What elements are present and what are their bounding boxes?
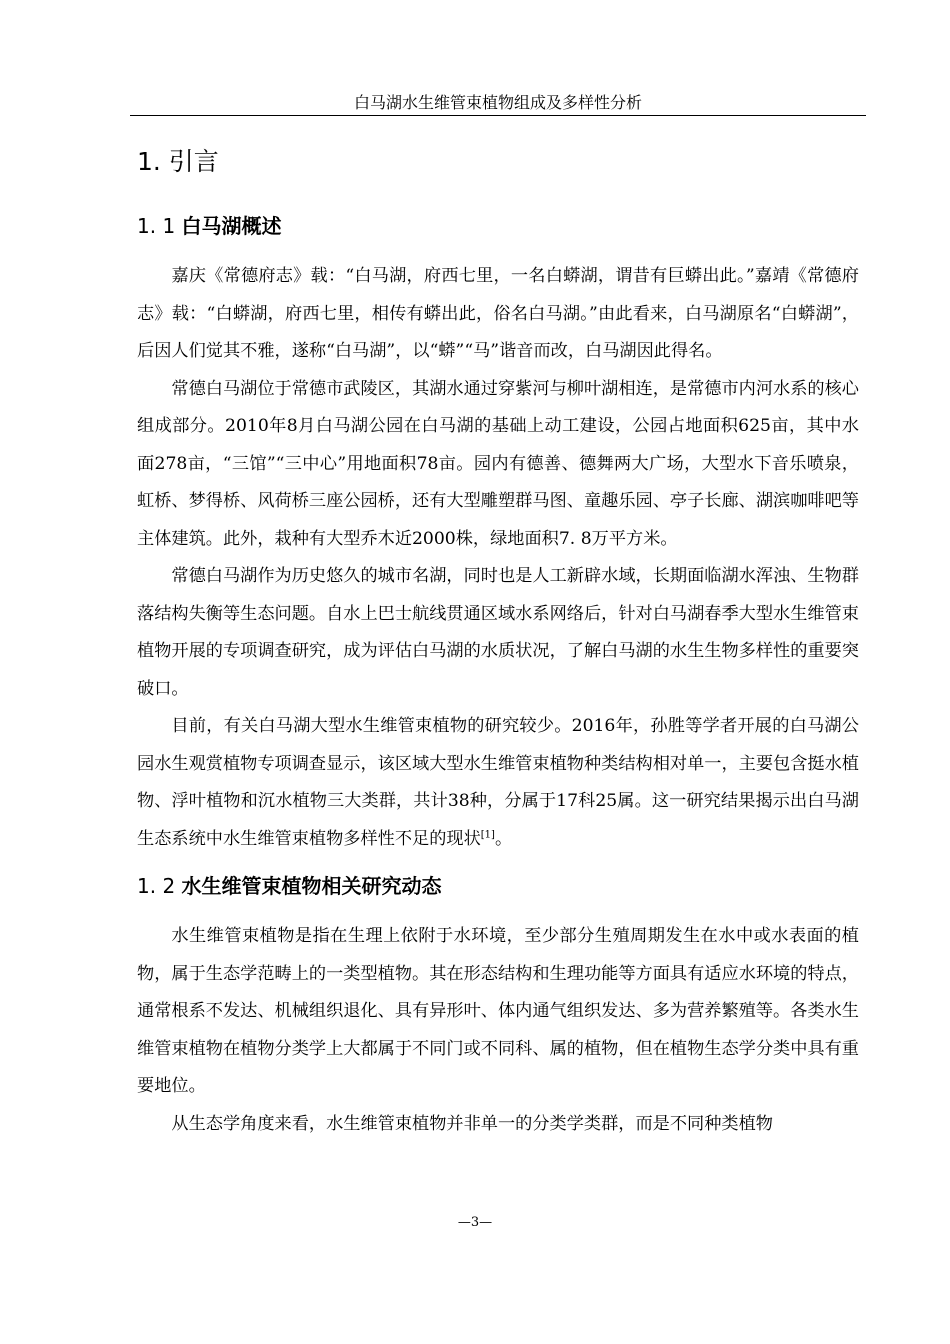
subsection-number: 1. 1 [137, 214, 176, 238]
page-body [137, 140, 859, 1143]
paragraph: 常德白马湖位于常德市武陵区，其湖水通过穿紫河与柳叶湖相连，是常德市内河水系的核心组成部分。2010年8月白马湖公园在白马湖的基础上动工建设，公园占地面积625亩，其中水面278亩，“三馆”“三中心”用地面积78亩。园内有德善、德舞两大广场，大型水下音乐喷泉，虹桥、梦得桥、风荷桥三座公园桥，还有大型雕塑群马图、童趣乐园、亭子长廊、湖滨咖啡吧等主体建筑。此外，栽种有大型乔木近2000株，绿地面积7. 8万平方米。 [137, 378, 859, 549]
subsection-title: 水生维管束植物相关研究动态 [181, 874, 442, 898]
page-number: —3— [457, 1215, 493, 1230]
subsection-heading-1-2 [137, 868, 859, 904]
paragraph: 常德白马湖作为历史悠久的城市名湖，同时也是人工新辟水域，长期面临湖水浑浊、生物群落结构失衡等生态问题。自水上巴士航线贯通区域水系网络后，针对白马湖春季大型水生维管束植物开展的专项调查研究，成为评估白马湖的水质状况，了解白马湖的水生生物多样性的重要突破口。 [137, 566, 859, 699]
header-rule [130, 115, 866, 116]
citation-reference[interactable]: [1] [480, 828, 495, 840]
subsection-number: 1. 2 [137, 874, 176, 898]
paragraph: 从生态学角度来看，水生维管束植物并非单一的分类学类群，而是不同种类植物 [171, 1113, 773, 1134]
section-heading-introduction: 1. 引言 [137, 147, 219, 176]
paragraph-with-citation [137, 708, 859, 858]
paragraph-end: 。 [494, 828, 513, 849]
paragraph: 水生维管束植物是指在生理上依附于水环境，至少部分生殖周期发生在水中或水表面的植物，属于生态学范畴上的一类型植物。其在形态结构和生理功能等方面具有适应水环境的特点，通常根系不发达、机械组织退化、具有异形叶、体内通气组织发达、多为营养繁殖等。各类水生维管束植物在植物分类学上大都属于不同门或不同科、属的植物，但在植物生态学分类中具有重要地位。 [137, 926, 859, 1096]
paragraph-text: 目前，有关白马湖大型水生维管束植物的研究较少。2016年，孙胜等学者开展的白马湖公园水生观赏植物专项调查显示，该区域大型水生维管束植物种类结构相对单一，主要包含挺水植物、浮叶植物和沉水植物三大类群，共计38种，分属于17科25属。这一研究结果揭示出白马湖生态系统中水生维管束植物多样性不足的现状 [137, 716, 859, 849]
running-header: 白马湖水生维管束植物组成及多样性分析 [353, 93, 642, 112]
subsection-title: 白马湖概述 [181, 214, 282, 238]
subsection-heading-1-1 [137, 208, 859, 244]
paragraph: 嘉庆《常德府志》载：“白马湖，府西七里，一名白蟒湖，谓昔有巨蟒出此。”嘉靖《常德府志》载：“白蟒湖，府西七里，相传有蟒出此，俗名白马湖。”由此看来，白马湖原名“白蟒湖”，后因人们觉其不雅，遂称“白马湖”，以“蟒”“马”谐音而改，白马湖因此得名。 [137, 266, 859, 361]
